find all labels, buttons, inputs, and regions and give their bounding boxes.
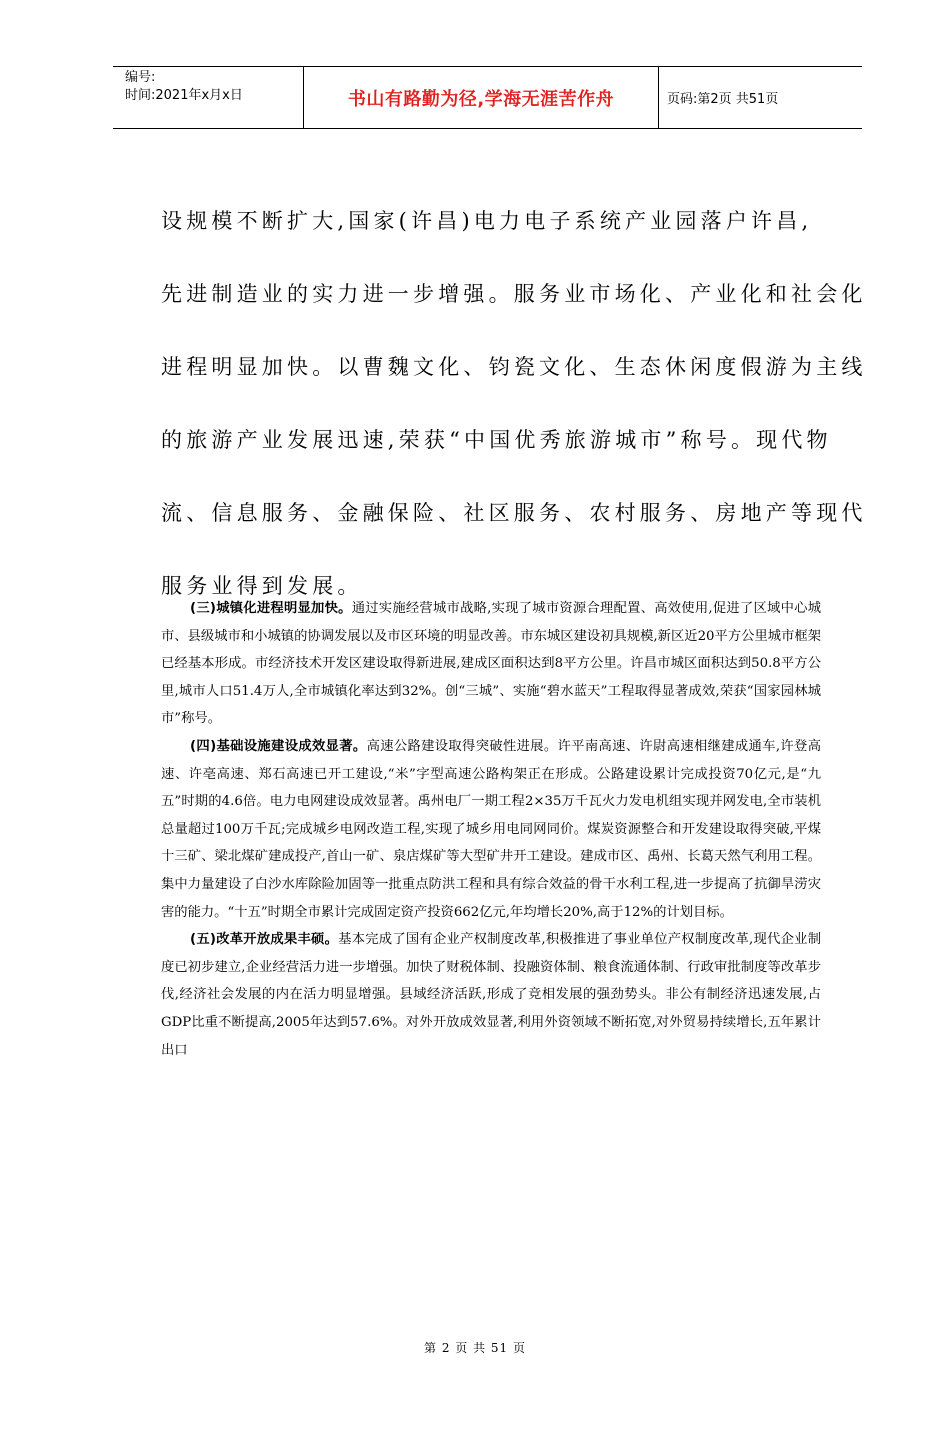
section-text: 高速公路建设取得突破性进展。许平南高速、许尉高速相继建成通车,许登高速、许亳高速、郑石高速已开工建设,“米”字型高速公路构架正在形成。公路建设累计完成投资70亿元,是“九五”时期的4.6倍。电力电网建设成效显著。禹州电厂一期工程2×35万千瓦火力发电机组实现并网发电,全市装机总量超过100万千瓦;完成城乡电网改造工程,实现了城乡用电同网同价。煤炭资源整合和开发建设取得突破,平煤十三矿、梁北煤矿建成投产,首山一矿、泉店煤矿等大型矿井开工建设。建成市区、禹州、长葛天然气利用工程。集中力量建设了白沙水库除险加固等一批重点防洪工程和具有综合效益的骨干水利工程,进一步提高了抗御旱涝灾害的能力。“十五”时期全市累计完成固定资产投资662亿元,年均增长20%,高于12%的计划目标。 (161, 738, 821, 920)
intro-line: 设规模不断扩大,国家(许昌)电力电子系统产业园落户许昌, (161, 209, 813, 233)
page-footer: 第 2 页 共 51 页 (424, 1341, 526, 1355)
intro-line: 流、信息服务、金融保险、社区服务、农村服务、房地产等现代 (161, 501, 867, 525)
section-text: 基本完成了国有企业产权制度改革,积极推进了事业单位产权制度改革,现代企业制度已初步建立,企业经营活力进一步增强。加快了财税体制、投融资体制、粮食流通体制、行政审批制度等改革步伐,经济社会发展的内在活力明显增强。县域经济活跃,形成了竞相发展的强劲势头。非公有制经济迅速发展,占GDP比重不断提高,2005年达到57.6%。对外开放成效显著,利用外资领域不断拓宽,对外贸易持续增长,五年累计出口 (161, 932, 822, 1058)
section-paragraph (161, 733, 821, 926)
section-paragraph (161, 595, 821, 733)
section-paragraph (161, 926, 821, 1064)
header-page-info: 页码:第2页 共51页 (667, 92, 779, 107)
intro-line: 的旅游产业发展迅速,荣获“中国优秀旅游城市”称号。现代物 (161, 428, 832, 452)
section-heading: (三)城镇化进程明显加快。 (190, 601, 352, 616)
section-heading: (五)改革开放成果丰硕。 (190, 932, 339, 948)
intro-paragraph (161, 185, 867, 623)
header-motto: 书山有路勤为径,学海无涯苦作舟 (304, 67, 659, 128)
intro-line: 服务业得到发展。 (161, 574, 363, 598)
serial-label: 编号: (125, 70, 156, 85)
header-meta (113, 67, 304, 128)
time-label: 时间:2021年x月x日 (125, 88, 243, 103)
intro-line: 进程明显加快。以曹魏文化、钧瓷文化、生态休闲度假游为主线 (161, 355, 867, 379)
section-text: 通过实施经营城市战略,实现了城市资源合理配置、高效使用,促进了区域中心城市、县级城市和小城镇的协调发展以及市区环境的明显改善。市东城区建设初具规模,新区近20平方公里城市框架已经基本形成。市经济技术开发区建设取得新进展,建成区面积达到8平方公里。许昌市城区面积达到50.8平方公里,城市人口51.4万人,全市城镇化率达到32%。创“三城”、实施“碧水蓝天”工程取得显著成效,荣获“国家园林城市”称号。 (161, 601, 822, 727)
section-heading: (四)基础设施建设成效显著。 (190, 738, 367, 754)
intro-line: 先进制造业的实力进一步增强。服务业市场化、产业化和社会化 (161, 282, 867, 306)
document-body (161, 595, 821, 1064)
page-header (113, 66, 862, 129)
